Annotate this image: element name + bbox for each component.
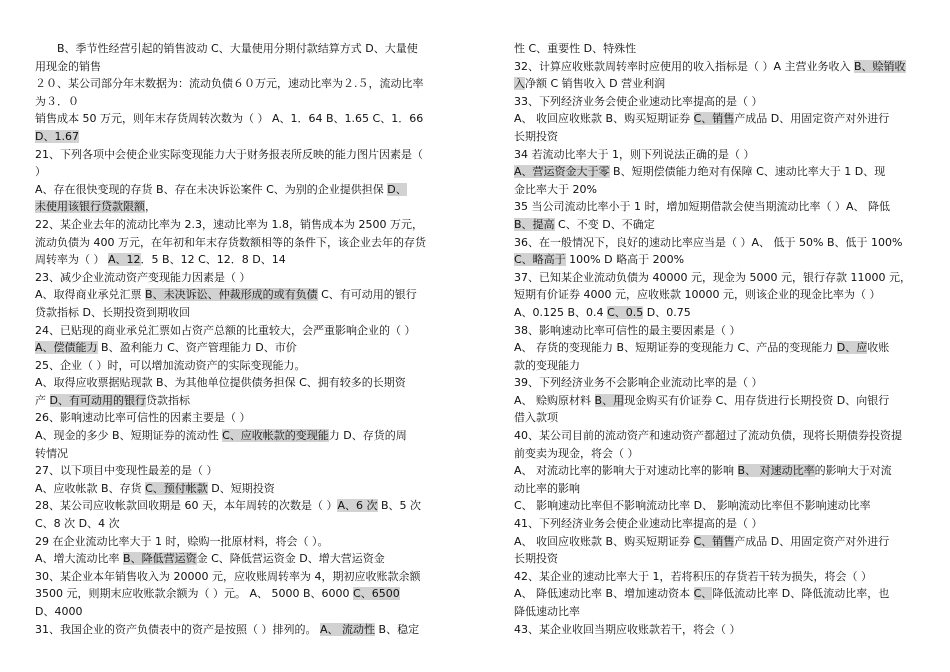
text-segment: 27、以下项目中变现性最差的是（ ） — [35, 464, 218, 478]
text-segment: B、5 次 — [377, 499, 422, 513]
text-line — [514, 409, 917, 427]
text-segment: B、稳定 — [375, 622, 420, 636]
highlighted-answer: C、销售 — [693, 534, 735, 548]
text-segment: 用现金的销售 — [35, 59, 101, 73]
text-line — [35, 480, 438, 498]
text-segment: 产成品 D、用固定资产对外进行 — [734, 534, 890, 548]
text-segment: 短期有价证券 4000 元，应收账款 10000 元，则该企业的现金比率为（ ） — [514, 288, 881, 302]
text-segment: 37、已知某企业流动负债为 40000 元，现金为 5000 元，银行存款 11000 元， — [514, 270, 911, 284]
highlighted-answer: A、6 次 — [337, 499, 378, 513]
text-line — [35, 515, 438, 533]
highlighted-answer: B、 对速动比率 — [737, 464, 815, 478]
text-segment: A、应收帐款 B、存货 — [35, 481, 146, 495]
text-segment: A、 降低速动比率 B、增加速动资本 — [514, 587, 694, 601]
text-segment: 流动负债为 400 万元，在年初和年末存货数额相等的条件下，该企业去年的存货 — [35, 235, 426, 249]
highlighted-answer: B、赊销收 — [854, 59, 906, 73]
text-line — [514, 304, 917, 322]
text-segment: 41、下列经济业务会使企业速动比率提高的是（ ） — [514, 517, 763, 531]
text-segment: 29 在企业流动比率大于 1 时，赊购一批原材料，将会（ ）。 — [35, 534, 329, 548]
text-segment: 力 D、存货的周 — [328, 429, 407, 443]
highlighted-answer: C、销售 — [693, 112, 735, 126]
highlighted-answer: D、有可动用的银行 — [49, 393, 146, 407]
text-segment: A、取得应收票据贴现款 B、为其他单位提供债务担保 C、拥有较多的长期资 — [35, 376, 406, 390]
text-segment: 产 — [35, 393, 50, 407]
text-segment: B、季节性经营引起的销售波动 C、大量使用分期付款结算方式 D、大量使 — [35, 42, 418, 55]
text-segment: 34 若流动比率大于 1，则下列说法正确的是（ ） — [514, 147, 755, 161]
text-segment: 28、某公司应收帐款回收期是 60 天，本年周转的次数是（ ） — [35, 499, 338, 513]
text-segment: ） — [35, 165, 46, 179]
text-line — [35, 462, 438, 480]
text-segment: 21、下列各项中会使企业实际变现能力大于财务报表所反映的能力图片因素是（ — [35, 147, 423, 161]
text-line — [514, 146, 917, 164]
highlighted-answer: A、12 — [108, 253, 141, 267]
text-line — [35, 603, 438, 621]
text-segment: 100% D 略高于 200% — [565, 253, 685, 267]
text-segment: 24、已贴现的商业承兑汇票如占资产总额的比重较大，会严重影响企业的（ ） — [35, 323, 416, 337]
text-segment: C、不变 D、不确定 — [554, 217, 655, 231]
text-line — [514, 515, 917, 533]
text-line — [35, 568, 438, 586]
text-segment: ２０、某公司部分年末数据为：流动负债６０万元，速动比率为２.５，流动比率 — [35, 77, 424, 91]
text-segment: A、 收回应收账款 B、购买短期证券 — [514, 112, 694, 126]
text-line — [35, 181, 438, 199]
text-segment: 40、某公司目前的流动资产和速动资产都超过了流动负债，现将长期债券投资提 — [514, 429, 902, 443]
text-line — [514, 621, 917, 639]
text-segment: 贷款指标 — [145, 393, 190, 407]
text-segment: 净额 C 销售收入 D 营业利润 — [525, 77, 666, 91]
text-line — [35, 374, 438, 392]
text-line — [35, 427, 438, 445]
text-line — [514, 427, 917, 445]
text-segment: B、短期偿债能力绝对有保障 C、速动比率大于 1 D、现 — [609, 165, 886, 179]
text-line — [35, 128, 438, 146]
text-line — [514, 110, 917, 128]
highlighted-answer: D、1.67 — [35, 129, 79, 143]
text-line — [35, 216, 438, 234]
text-line — [514, 93, 917, 111]
highlighted-answer: C、0.5 — [607, 305, 644, 319]
text-line — [35, 322, 438, 340]
text-line — [35, 497, 438, 515]
text-line — [35, 58, 438, 76]
highlighted-answer: C、6500 — [353, 587, 400, 601]
highlighted-answer: C、预付帐款 — [145, 481, 208, 495]
highlighted-answer: B、降低营运资 — [123, 552, 197, 566]
text-line — [35, 146, 438, 164]
text-segment: 销售成本 50 万元，则年末存货周转次数为（ ） A、1．64 B、1.65 C、1．66 — [35, 112, 424, 126]
text-segment: 转情况 — [35, 446, 68, 460]
text-line — [514, 163, 917, 181]
text-line — [514, 603, 917, 621]
text-line — [514, 480, 917, 498]
text-line — [514, 568, 917, 586]
text-segment: 3500 元，则期末应收账款余额为（ ）元。 A、 5000 B、6000 — [35, 587, 354, 601]
text-line — [514, 445, 917, 463]
text-segment: 为３．０ — [35, 94, 79, 108]
text-line — [35, 445, 438, 463]
text-segment: 36、在一般情况下，良好的速动比率应当是（ ）A、 低于 50% B、低于 100% — [514, 235, 903, 249]
text-line — [514, 251, 917, 269]
text-line — [514, 392, 917, 410]
text-segment: 动比率的影响 — [514, 481, 580, 495]
text-line — [35, 110, 438, 128]
text-line — [514, 40, 917, 58]
text-line — [514, 550, 917, 568]
text-segment: 金 C、降低营运资金 D、增大营运资金 — [196, 552, 385, 566]
text-segment: A、现金的多少 B、短期证券的流动性 — [35, 429, 223, 443]
text-line — [514, 357, 917, 375]
text-segment: 借入款项 — [514, 411, 558, 425]
text-line — [514, 374, 917, 392]
text-line — [35, 269, 438, 287]
text-line — [35, 234, 438, 252]
text-segment: 金比率大于 20% — [514, 182, 597, 196]
text-segment: A、 赊购原材料 — [514, 393, 595, 407]
highlighted-answer: A、营运资金大于零 — [514, 165, 610, 179]
text-segment: 长期投资 — [514, 129, 558, 143]
highlighted-answer: B、提高 — [514, 217, 555, 231]
text-segment: 降低流动比率 D、降低流动比率，也 — [712, 587, 890, 601]
text-segment: A、 存货的变现能力 B、短期证券的变现能力 C、产品的变现能力 — [514, 341, 837, 355]
text-segment: 38、影响速动比率可信性的最主要因素是（ ） — [514, 323, 741, 337]
highlighted-answer: C、略高于 — [514, 253, 566, 267]
left-column — [35, 40, 438, 638]
text-segment: 长期投资 — [514, 552, 558, 566]
text-line — [514, 58, 917, 76]
highlighted-answer: D、 — [387, 182, 407, 196]
text-line — [35, 339, 438, 357]
text-segment: D、0.75 — [643, 305, 691, 319]
text-segment: D、4000 — [35, 605, 83, 618]
text-line — [514, 322, 917, 340]
text-line — [35, 357, 438, 375]
text-segment: A、增大流动比率 — [35, 552, 124, 566]
highlighted-answer: C、应收帐款的变现能 — [222, 429, 329, 443]
text-segment: 贷款指标 D、长期投资到期收回 — [35, 305, 190, 319]
text-segment: 35 当公司流动比率小于 1 时，增加短期借款会使当期流动比率（ ）A、 降低 — [514, 200, 891, 214]
highlighted-answer: 未使用该银行贷款限额 — [35, 200, 145, 214]
highlighted-answer: A、偿债能力 — [35, 341, 98, 355]
text-segment: 26、影响速动比率可信性的因素主要是（ ） — [35, 411, 251, 425]
text-segment: 降低速动比率 — [514, 605, 580, 618]
highlighted-answer: 入 — [514, 77, 525, 91]
text-line — [35, 550, 438, 568]
highlighted-answer: D、应 — [836, 341, 868, 355]
highlighted-answer: C、 — [693, 587, 713, 601]
text-segment: A、存在很快变现的存货 B、存在未决诉讼案件 C、为别的企业提供担保 — [35, 182, 388, 196]
text-line — [514, 181, 917, 199]
text-segment: 43、某企业收回当期应收账款若干，将会（ ） — [514, 622, 741, 636]
text-segment: 前变卖为现金，将会（ ） — [514, 446, 639, 460]
text-line — [35, 251, 438, 269]
text-segment: ， — [145, 200, 156, 214]
text-line — [514, 269, 917, 287]
text-segment: 周转率为（ ） — [35, 253, 108, 267]
text-segment: B、盈利能力 C、资产管理能力 D、市价 — [97, 341, 297, 355]
text-line — [514, 216, 917, 234]
text-segment: A、0.125 B、0.4 — [514, 305, 608, 319]
text-segment: 现金购买有价证券 C、用存货进行长期投资 D、向银行 — [624, 393, 890, 407]
highlighted-answer: A、 流动性 — [320, 622, 376, 636]
text-line — [35, 621, 438, 639]
text-segment: 产成品 D、用固定资产对外进行 — [734, 112, 890, 126]
text-line — [35, 304, 438, 322]
text-segment: 42、某企业的速动比率大于 1，若将积压的存货若干转为损失，将会（ ） — [514, 569, 872, 583]
text-segment: 25、企业（ ）时，可以增加流动资产的实际变现能力。 — [35, 358, 306, 372]
text-line — [514, 286, 917, 304]
text-segment: A、 对流动比率的影响大于对速动比率的影响 — [514, 464, 738, 478]
text-line — [514, 339, 917, 357]
text-line — [35, 40, 438, 58]
text-line — [35, 93, 438, 111]
text-line — [35, 409, 438, 427]
text-line — [514, 462, 917, 480]
text-segment: 33、下列经济业务会使企业速动比率提高的是（ ） — [514, 94, 763, 108]
right-column — [514, 40, 917, 638]
text-line — [514, 234, 917, 252]
text-line — [35, 286, 438, 304]
text-segment: 23、减少企业流动资产变现能力因素是（ ） — [35, 270, 251, 284]
text-segment: ．5 B、12 C、12．8 D、14 — [140, 253, 286, 267]
text-line — [514, 533, 917, 551]
text-line — [514, 198, 917, 216]
text-segment: C、 影响速动比率但不影响流动比率 D、 影响流动比率但不影响速动比率 — [514, 499, 871, 513]
text-line — [35, 75, 438, 93]
text-line — [514, 585, 917, 603]
text-segment: 32、计算应收账款周转率时应使用的收入指标是（ ）A 主营业务收入 — [514, 59, 855, 73]
text-segment: 39、下列经济业务不会影响企业流动比率的是（ ） — [514, 376, 763, 390]
text-segment: 31、我国企业的资产负债表中的资产是按照（ ）排列的。 — [35, 622, 320, 636]
text-line — [514, 75, 917, 93]
text-segment: 性 C、重要性 D、特殊性 — [514, 42, 637, 55]
text-segment: C、有可动用的银行 — [317, 288, 417, 302]
text-line — [35, 585, 438, 603]
text-segment: 30、某企业本年销售收入为 20000 元，应收账周转率为 4，期初应收账款余额 — [35, 569, 421, 583]
text-line — [514, 128, 917, 146]
text-line — [35, 392, 438, 410]
text-segment: 22、某企业去年的流动比率为 2.3，速动比率为 1.8，销售成本为 2500 万元， — [35, 217, 423, 231]
text-line — [35, 198, 438, 216]
text-segment: 收账 — [867, 341, 890, 355]
text-segment: 款的变现能力 — [514, 358, 580, 372]
highlighted-answer: B、未决诉讼、仲裁形成的或有负债 — [145, 288, 318, 302]
text-line — [514, 497, 917, 515]
text-segment: C、8 次 D、4 次 — [35, 517, 120, 531]
highlighted-answer: B、用 — [594, 393, 625, 407]
text-segment: D、短期投资 — [207, 481, 275, 495]
text-line — [35, 163, 438, 181]
text-line — [35, 533, 438, 551]
text-segment: A、取得商业承兑汇票 — [35, 288, 146, 302]
text-segment: 的影响大于对流 — [814, 464, 892, 478]
text-segment: A、 收回应收账款 B、购买短期证券 — [514, 534, 694, 548]
document-page — [0, 40, 950, 672]
